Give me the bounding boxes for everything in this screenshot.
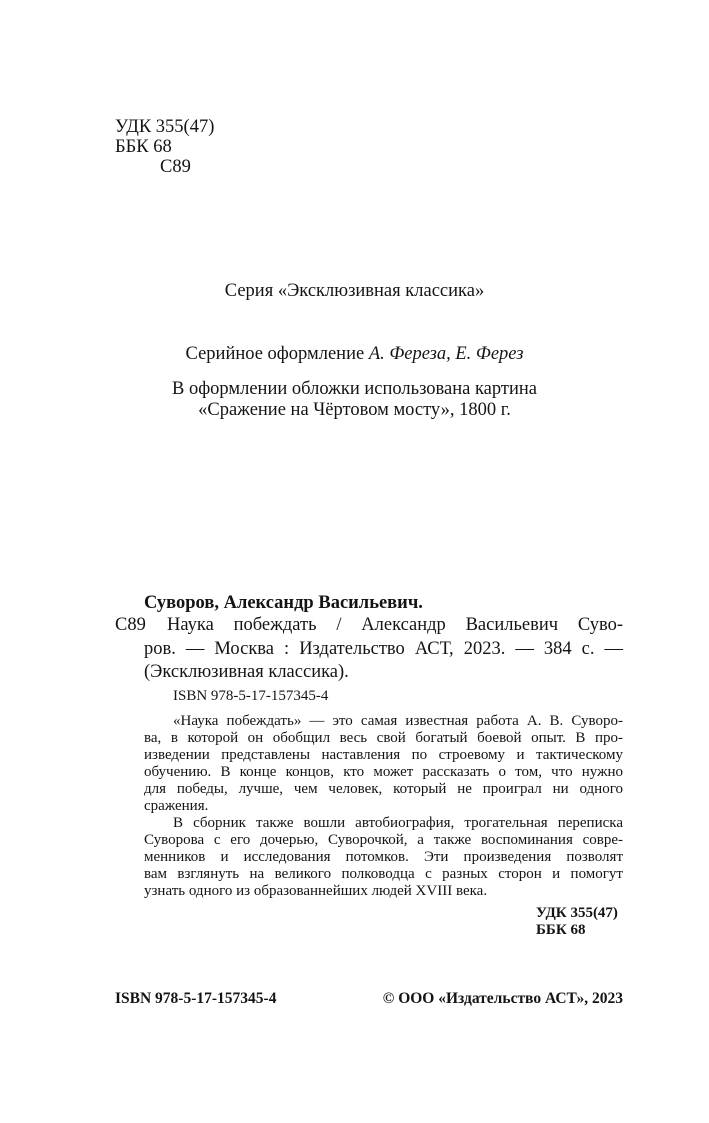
record-mark: С89 <box>115 615 146 635</box>
record-title-line3: (Эксклюзивная классика). <box>144 662 349 682</box>
design-credit <box>0 343 709 365</box>
design-prefix: Серийное оформление <box>185 344 369 364</box>
footer-isbn: ISBN 978-5-17-157345-4 <box>115 990 277 1007</box>
annotation-p2-line: Суворова с его дочерью, Суворочкой, а также воспоминания совре- <box>144 832 623 848</box>
annotation-p1-line: изведении представлены наставления по строевому и тактическому <box>144 747 623 763</box>
annotation-p2-line: В сборник также вошли автобиография, трогательная переписка <box>173 815 623 831</box>
annotation-p1-line: «Наука побеждать» — это самая известная работа А. В. Суворо- <box>173 713 623 729</box>
annotation-p1-line: ва, в которой он обобщил весь свой богатый боевой опыт. В про- <box>144 730 623 746</box>
annotation-p2-line: узнать одного из образованнейших людей XVIII века. <box>144 883 488 899</box>
record-isbn: ISBN 978-5-17-157345-4 <box>173 688 329 704</box>
cover-note-line1: В оформлении обложки использована картина <box>171 379 537 399</box>
annotation-p1-line: для победы, лучше, чем человек, который не проиграл ни одного <box>144 781 623 797</box>
record-udk: УДК 355(47) <box>536 905 618 921</box>
record-author: Суворов, Александр Васильевич. <box>144 593 423 613</box>
record-title-line1: Наука побеждать / Александр Васильевич Суво- <box>167 615 623 635</box>
author-mark-header: С89 <box>160 157 191 177</box>
series-line: Серия «Эксклюзивная классика» <box>224 281 485 301</box>
cover-note-line2: «Сражение на Чёртовом мосту», 1800 г. <box>198 400 511 420</box>
udk-header: УДК 355(47) <box>115 117 215 137</box>
annotation-p2-line: вам взглянуть на великого полководца с разных сторон и помогут <box>144 866 623 882</box>
record-title-line2: ров. — Москва : Издательство АСТ, 2023. — 384 с. — <box>144 639 623 659</box>
footer-copyright: © ООО «Издательство АСТ», 2023 <box>382 990 623 1007</box>
annotation-p1-line: обучению. В конце концов, кто может рассказать о том, что нужно <box>144 764 623 780</box>
design-names: А. Фереза, Е. Ферез <box>368 344 524 364</box>
record-bbk: ББК 68 <box>536 922 586 938</box>
annotation-p2-line: менников и исследования потомков. Эти произведения позволят <box>144 849 623 865</box>
bbk-header: ББК 68 <box>115 137 172 157</box>
annotation-p1-line: сражения. <box>144 798 209 814</box>
